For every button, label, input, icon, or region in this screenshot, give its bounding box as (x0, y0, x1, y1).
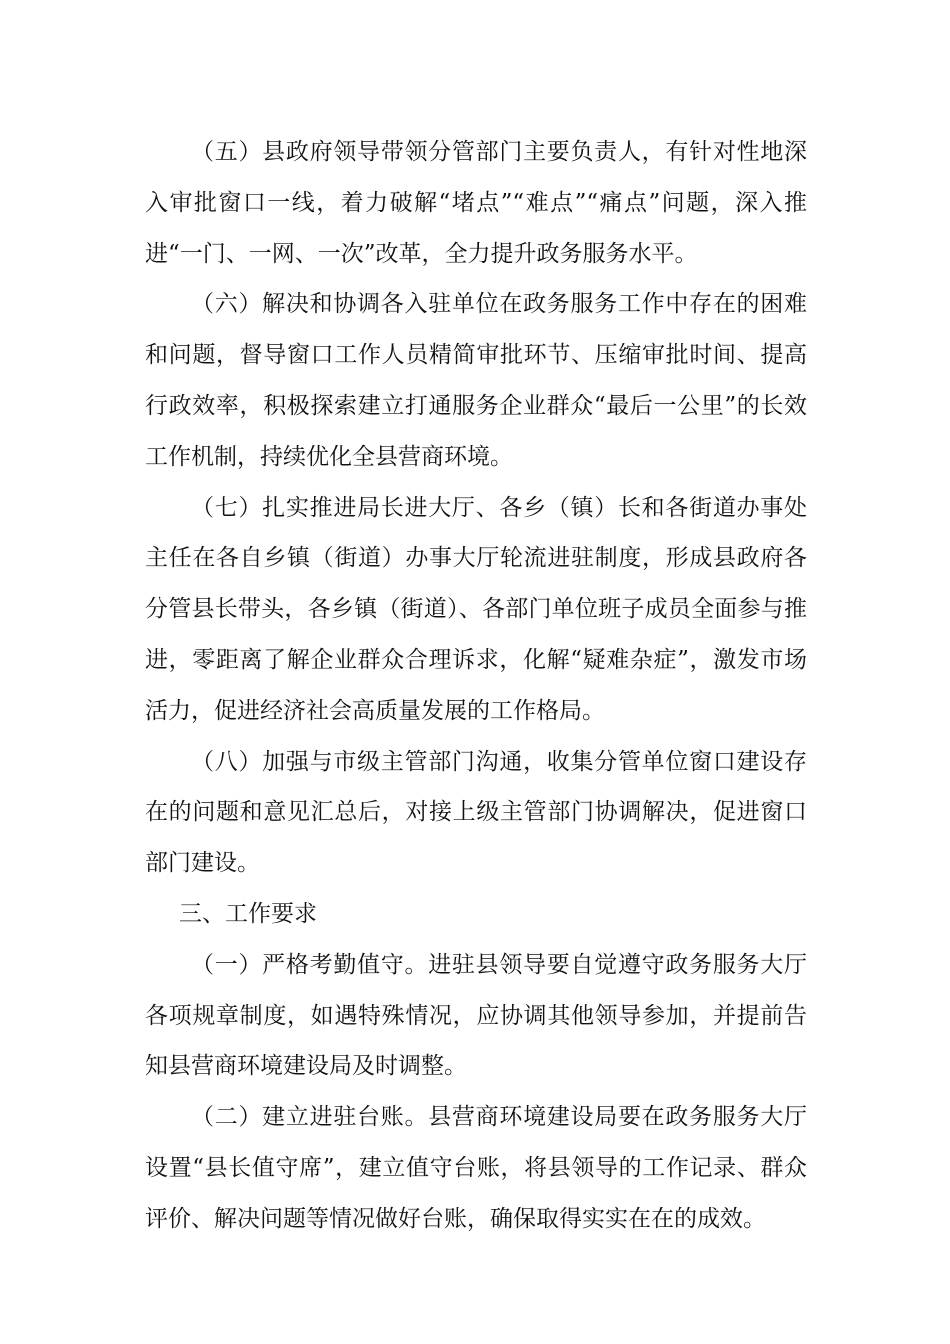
paragraph-requirement-2: （二）建立进驻台账。县营商环境建设局要在政务服务大厅设置“县长值守席”，建立值守台账，将县领导的工作记录、群众评价、解决问题等情况做好台账，确保取得实实在在的成效。 (145, 1104, 807, 1232)
section-heading-work-requirements: 三、工作要求 (179, 900, 317, 927)
paragraph-item-8: （八）加强与市级主管部门沟通，收集分管单位窗口建设存在的问题和意见汇总后，对接上级主管部门协调解决，促进窗口部门建设。 (145, 748, 807, 877)
paragraph-item-7: （七）扎实推进局长进大厅、各乡（镇）长和各街道办事处主任在各自乡镇（街道）办事大厅轮流进驻制度，形成县政府各分管县长带头，各乡镇（街道）、各部门单位班子成员全面参与推进，零距离了解企业群众合理诉求，化解“疑难杂症”，激发市场活力，促进经济社会高质量发展的工作格局。 (145, 494, 807, 724)
paragraph-item-5: （五）县政府领导带领分管部门主要负责人，有针对性地深入审批窗口一线，着力破解“堵点”“难点”“痛点”问题，深入推进“一门、一网、一次”改革，全力提升政务服务水平。 (145, 139, 807, 267)
paragraph-item-6: （六）解决和协调各入驻单位在政务服务工作中存在的困难和问题，督导窗口工作人员精简审批环节、压缩审批时间、提高行政效率，积极探索建立打通服务企业群众“最后一公里”的长效工作机制，持续优化全县营商环境。 (145, 291, 807, 470)
document-body (145, 127, 807, 1245)
paragraph-requirement-1: （一）严格考勤值守。进驻县领导要自觉遵守政务服务大厅各项规章制度，如遇特殊情况，应协调其他领导参加，并提前告知县营商环境建设局及时调整。 (145, 951, 807, 1080)
